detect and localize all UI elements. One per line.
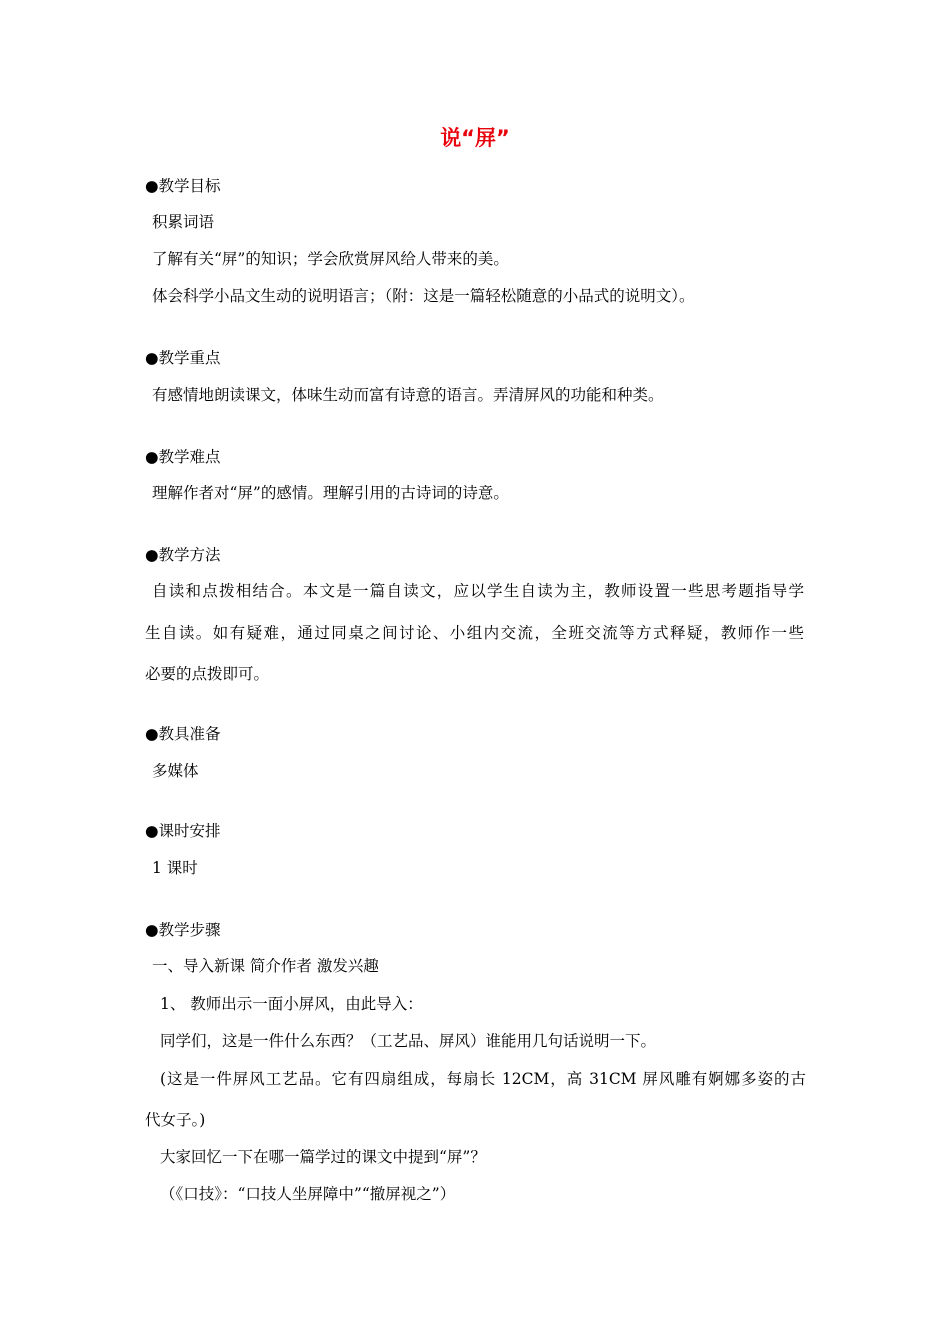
section-heading-goals: ●教学目标 (145, 177, 221, 195)
section-heading-methods: ●教学方法 (145, 546, 221, 564)
section-heading-steps: ●教学步骤 (145, 921, 221, 939)
steps-line: 代女子。) (145, 1111, 206, 1129)
section-heading-schedule: ●课时安排 (145, 822, 221, 840)
methods-line: 必要的点拨即可。 (145, 665, 270, 683)
document-title: 说“屏” (440, 126, 510, 150)
steps-line: (这是一件屏风工艺品。它有四扇组成，每扇长 12CM，高 31CM 屏风雕有婀娜多姿的古 (160, 1070, 806, 1088)
goal-item: 了解有关“屏”的知识；学会欣赏屏风给人带来的美。 (152, 250, 509, 268)
difficulty-item: 理解作者对“屏”的感情。理解引用的古诗词的诗意。 (152, 484, 509, 502)
steps-line: 1、 教师出示一面小屏风，由此导入： (160, 995, 423, 1013)
materials-item: 多媒体 (152, 762, 199, 780)
goal-item: 积累词语 (152, 213, 215, 231)
goal-item: 体会科学小品文生动的说明语言；（附：这是一篇轻松随意的小品式的说明文）。 (152, 287, 695, 305)
section-heading-materials: ●教具准备 (145, 725, 221, 743)
steps-line: 同学们，这是一件什么东西？（工艺品、屏风）谁能用几句话说明一下。 (160, 1032, 657, 1050)
steps-line: 一、导入新课 简介作者 激发兴趣 (152, 957, 379, 975)
section-heading-key-points: ●教学重点 (145, 349, 221, 367)
steps-line: （《口技》：“口技人坐屏障中”“撤屏视之”） (160, 1185, 456, 1203)
steps-line: 大家回忆一下在哪一篇学过的课文中提到“屏”？ (160, 1148, 486, 1166)
methods-line: 自读和点拨相结合。本文是一篇自读文，应以学生自读为主，教师设置一些思考题指导学 (152, 582, 804, 600)
key-point-item: 有感情地朗读课文，体味生动而富有诗意的语言。弄清屏风的功能和种类。 (152, 386, 664, 404)
methods-line: 生自读。如有疑难，通过同桌之间讨论、小组内交流，全班交流等方式释疑，教师作一些 (145, 624, 804, 642)
section-heading-difficulties: ●教学难点 (145, 448, 221, 466)
schedule-item: 1 课时 (152, 859, 198, 877)
